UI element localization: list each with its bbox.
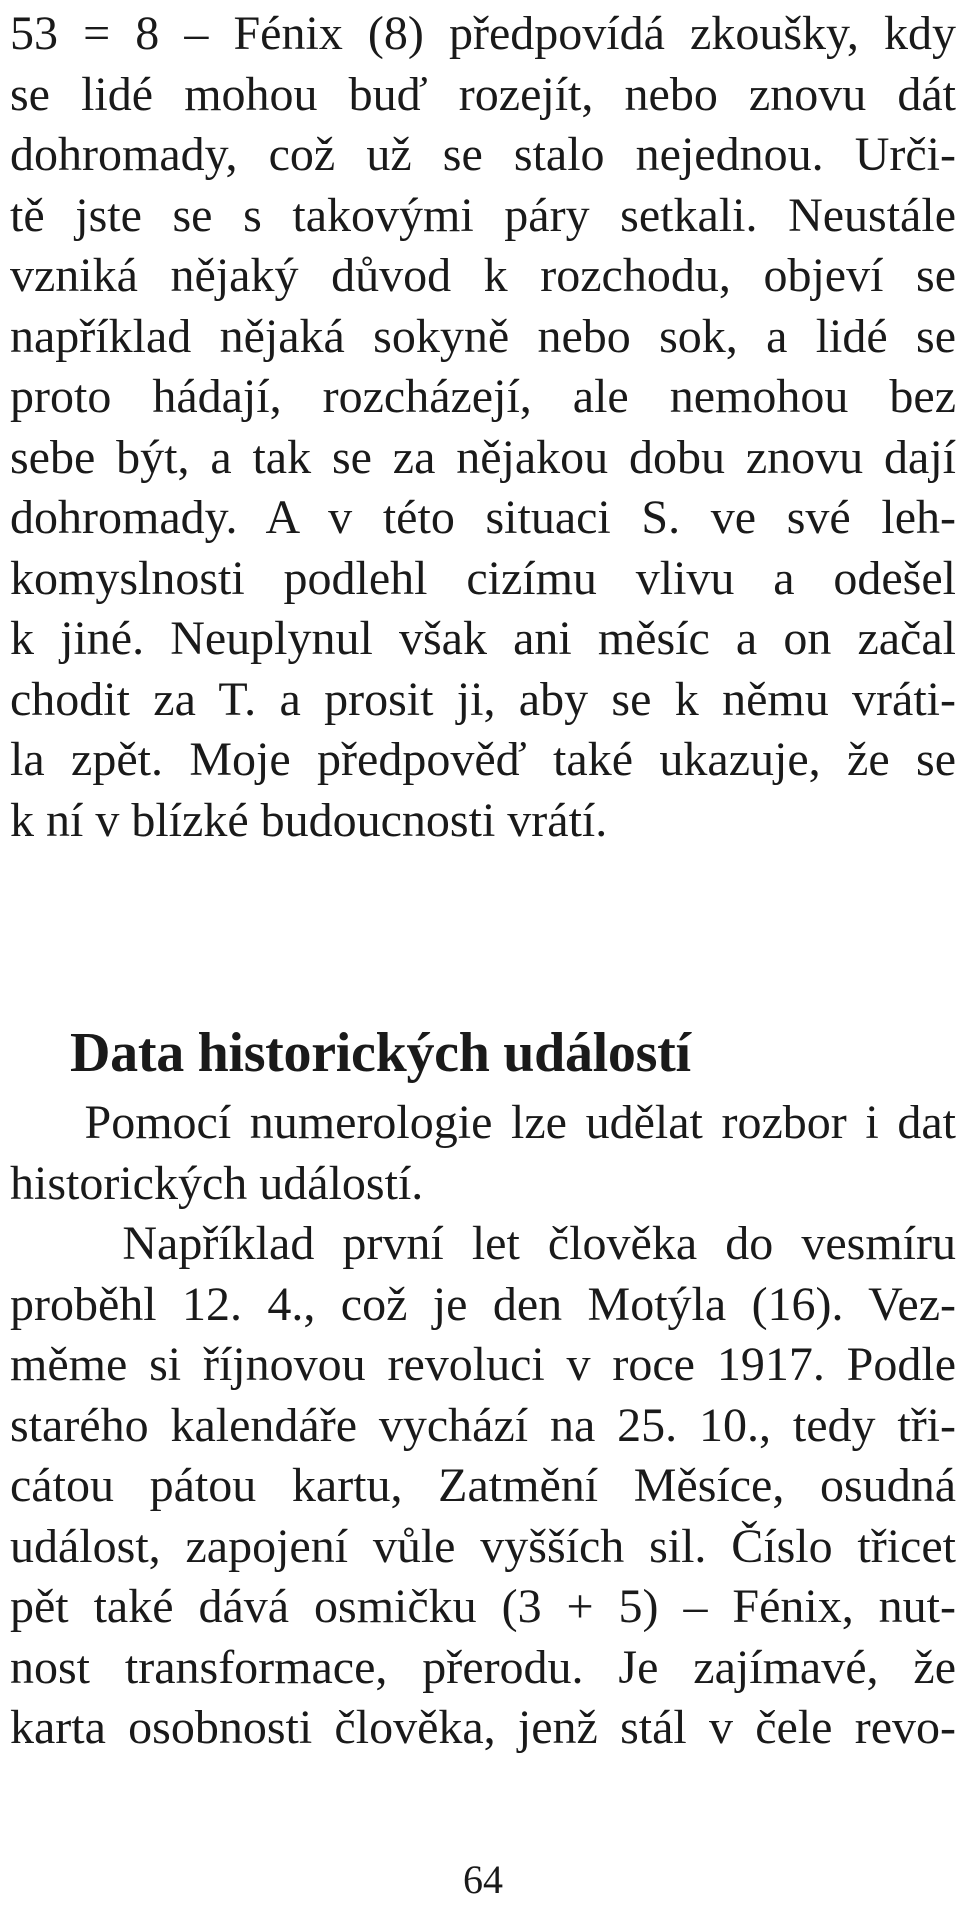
text-line: proto hádají, rozcházejí, ale nemohou bez <box>10 370 956 423</box>
book-page <box>10 0 956 1928</box>
section-heading: Data historických událostí <box>70 1022 691 1084</box>
text-line: la zpět. Moje předpověď také ukazuje, že se <box>10 733 956 786</box>
text-line: měme si říjnovou revoluci v roce 1917. Podle <box>10 1338 956 1391</box>
text-line: historických událostí. <box>10 1156 424 1210</box>
text-line: událost, zapojení vůle vyšších sil. Číslo třicet <box>10 1519 956 1573</box>
text-line: starého kalendáře vychází na 25. 10., tedy tři- <box>10 1398 956 1452</box>
text-line: tě jste se s takovými páry setkali. Neustále <box>10 188 956 242</box>
text-line: vzniká nějaký důvod k rozchodu, objeví se <box>10 249 956 302</box>
text-line: k ní v blízké budoucnosti vrátí. <box>10 793 608 847</box>
text-line: proběhl 12. 4., což je den Motýla (16). Vez- <box>10 1277 956 1331</box>
text-line: 53 = 8 – Fénix (8) předpovídá zkoušky, kdy <box>10 7 956 60</box>
text-line: karta osobnosti člověka, jenž stál v čele revo- <box>10 1701 956 1754</box>
text-line: dohromady, což už se stalo nejednou. Urči- <box>10 128 956 181</box>
text-line: chodit za T. a prosit ji, aby se k němu vráti- <box>10 672 956 726</box>
paragraph-historical-dates <box>10 1093 956 1759</box>
paragraph-phoenix <box>10 4 956 851</box>
text-line: sebe být, a tak se za nějakou dobu znovu dají <box>10 430 956 484</box>
text-line: například nějaká sokyně nebo sok, a lidé se <box>10 309 956 363</box>
page-number: 64 <box>463 1857 503 1902</box>
text-line: se lidé mohou buď rozejít, nebo znovu dát <box>10 67 956 121</box>
text-line: komyslnosti podlehl cizímu vlivu a odešel <box>10 551 956 605</box>
text-line: Pomocí numerologie lze udělat rozbor i dat <box>10 1096 956 1149</box>
text-line: k jiné. Neuplynul však ani měsíc a on začal <box>10 612 956 665</box>
text-line: dohromady. A v této situaci S. ve své leh- <box>10 491 956 544</box>
text-line: pět také dává osmičku (3 + 5) – Fénix, nut- <box>10 1580 956 1633</box>
text-line: cátou pátou kartu, Zatmění Měsíce, osudná <box>10 1459 956 1512</box>
text-line: Například první let člověka do vesmíru <box>10 1217 956 1270</box>
text-line: nost transformace, přerodu. Je zajímavé, že <box>10 1640 956 1694</box>
